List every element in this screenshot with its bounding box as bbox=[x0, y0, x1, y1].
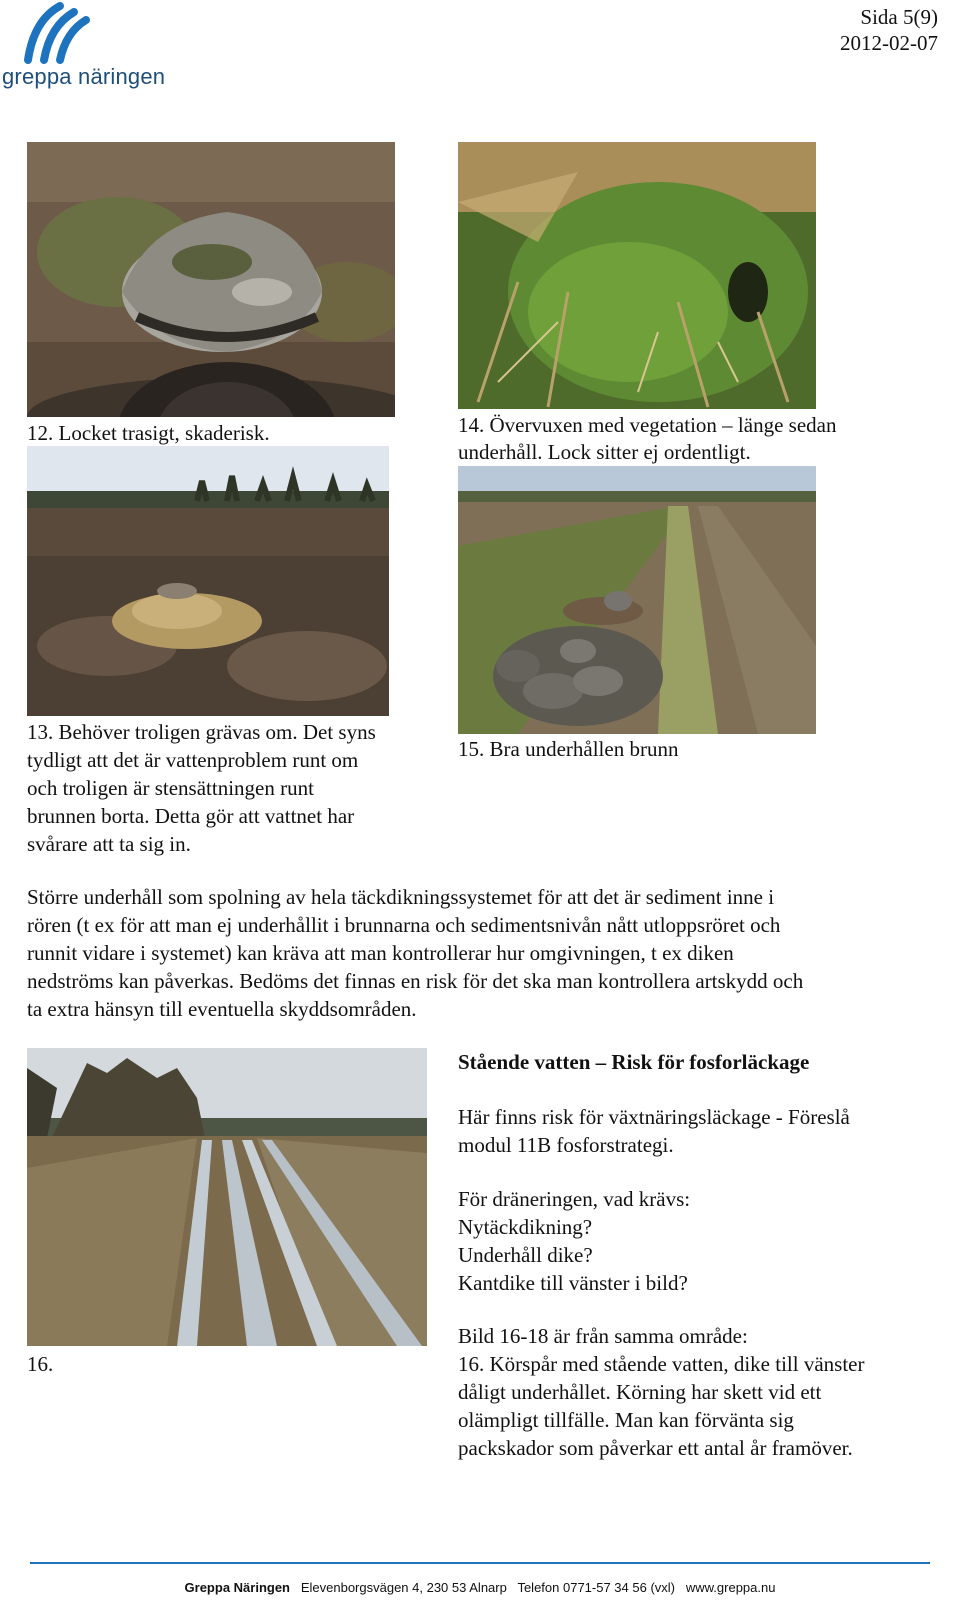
paragraph-line: Större underhåll som spolning av hela täckdikningssystemet för att det är sediment inne i bbox=[27, 885, 775, 909]
question-line: Nytäckdikning? bbox=[458, 1215, 593, 1239]
description-line: packskador som påverkar ett antal år framöver. bbox=[458, 1436, 853, 1460]
logo-mark bbox=[0, 0, 100, 65]
description-line: dåligt underhållet. Körning har skett vid ett bbox=[458, 1380, 822, 1404]
page-number: Sida 5(9) bbox=[860, 5, 938, 29]
paragraph-line: rören (t ex för att man ej underhållit i brunnarna och sedimentsnivån nått utloppsröret och bbox=[27, 913, 781, 937]
footer-divider bbox=[30, 1562, 930, 1564]
caption-photo-14-line2: underhåll. Lock sitter ej ordentligt. bbox=[458, 440, 751, 464]
caption-13-line: 13. Behöver troligen grävas om. Det syns bbox=[27, 720, 376, 744]
maintenance-paragraph bbox=[27, 883, 937, 1023]
caption-13-line: brunnen borta. Detta gör att vattnet har bbox=[27, 804, 355, 828]
caption-photo-14-line1: 14. Övervuxen med vegetation – länge sedan bbox=[458, 413, 837, 437]
caption-photo-13 bbox=[27, 718, 376, 858]
photo-16-wheel-tracks bbox=[27, 1048, 427, 1346]
description-line: 16. Körspår med stående vatten, dike till vänster bbox=[458, 1352, 865, 1376]
caption-photo-12: 12. Locket trasigt, skaderisk. bbox=[27, 421, 270, 445]
photo-15-maintained-well bbox=[458, 466, 816, 734]
caption-13-line: tydligt att det är vattenproblem runt om bbox=[27, 748, 359, 772]
photo-13-field-well bbox=[27, 446, 389, 716]
photo-16-description bbox=[458, 1322, 864, 1462]
question-line: Underhåll dike? bbox=[458, 1243, 593, 1267]
paragraph-line: nedströms kan påverkas. Bedöms det finnas en risk för det ska man kontrollera artskydd och bbox=[27, 969, 804, 993]
footer-phone: Telefon 0771-57 34 56 (vxl) bbox=[517, 1580, 675, 1595]
drainage-questions bbox=[458, 1185, 690, 1297]
description-line: Bild 16-18 är från samma område: bbox=[458, 1324, 748, 1348]
caption-13-line: svårare att ta sig in. bbox=[27, 832, 191, 856]
caption-photo-16: 16. bbox=[27, 1352, 54, 1376]
photo-14-overgrown-well bbox=[458, 142, 816, 409]
page-footer bbox=[0, 1580, 960, 1595]
question-line: För dräneringen, vad krävs: bbox=[458, 1187, 691, 1211]
footer-address: Elevenborgsvägen 4, 230 53 Alnarp bbox=[300, 1580, 507, 1595]
caption-photo-15: 15. Bra underhållen brunn bbox=[458, 737, 679, 761]
question-line: Kantdike till vänster i bild? bbox=[458, 1271, 688, 1295]
risk-line: Här finns risk för växtnäringsläckage - Föreslå bbox=[458, 1105, 850, 1129]
risk-line: modul 11B fosforstrategi. bbox=[458, 1133, 674, 1157]
description-line: olämpligt tillfälle. Man kan förvänta sig bbox=[458, 1408, 794, 1432]
risk-text bbox=[458, 1103, 850, 1159]
section-heading: Stående vatten – Risk för fosforläckage bbox=[458, 1050, 810, 1074]
caption-13-line: och troligen är stensättningen runt bbox=[27, 776, 314, 800]
paragraph-line: runnit vidare i systemet) kan kräva att man kontrollerar hur omgivningen, t ex diken bbox=[27, 941, 734, 965]
footer-website[interactable]: www.greppa.nu bbox=[685, 1580, 776, 1595]
page-date: 2012-02-07 bbox=[840, 31, 938, 55]
paragraph-line: ta extra hänsyn till eventuella skyddsområden. bbox=[27, 997, 417, 1021]
photo-12-broken-lid bbox=[27, 142, 395, 417]
logo-text: greppa näringen bbox=[2, 64, 166, 89]
footer-company: Greppa Näringen bbox=[184, 1580, 290, 1595]
